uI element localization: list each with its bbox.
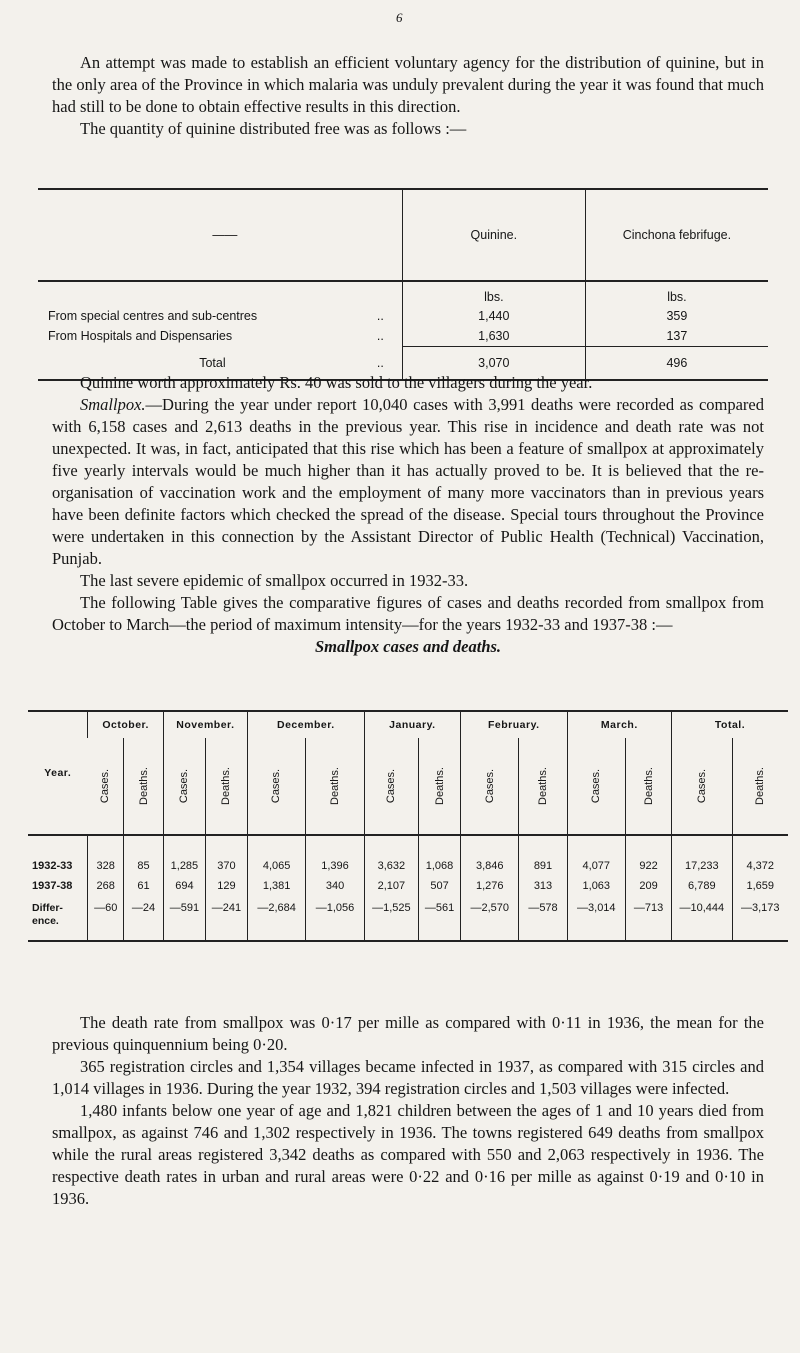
paragraph-quinine-agency: An attempt was made to establish an efficient voluntary agency for the distribution of quinine, but in the only area of the Province in which malaria was unduly prevalent during the year it was found that much had still to be done to obtain effective results in this direction. <box>52 53 764 116</box>
month-header: February. <box>461 711 568 738</box>
paragraph-death-rate: The death rate from smallpox was 0·17 per mille as compared with 0·11 in 1936, the mean for the previous quinquennium being 0·20. <box>52 1013 764 1054</box>
deaths-label: Deaths. <box>433 767 446 805</box>
paragraph-quinine-sold: Quinine worth approximately Rs. 40 was sold to the villagers during the year. <box>80 373 593 392</box>
cases-label: Cases. <box>99 768 112 804</box>
paragraph-last-epidemic: The last severe epidemic of smallpox occurred in 1932-33. <box>80 571 469 590</box>
year-cell: Differ-ence. <box>28 896 88 941</box>
quinine-header: Quinine. <box>402 189 585 281</box>
month-header: January. <box>364 711 460 738</box>
blank-header: —— <box>38 189 402 281</box>
deaths-label: Deaths. <box>137 767 150 805</box>
unit-cinchona: lbs. <box>585 281 768 306</box>
paragraph-infant-deaths: 1,480 infants below one year of age and 1,821 children between the ages of 1 and 10 years died from smallpox, as against 746 and 1,302 respectively in 1936. The towns registered 649 deaths from smallpox while the rural areas registered 3,342 deaths as compared with 550 and 2,063 respectively in 1936. The respective death rates in urban and rural areas were 0·22 and 0·16 per mille as against 0·19 and 0·10 in 1936. <box>52 1101 764 1208</box>
cases-label: Cases. <box>483 768 496 804</box>
unit-quinine: lbs. <box>402 281 585 306</box>
table-row: Differ-ence. —60 —24 —591 —241 —2,684 —1,056 —1,525 —561 —2,570 —578 —3,014 —713 —10,444 —3,173 <box>28 896 788 941</box>
leader-dots: .. <box>376 355 384 370</box>
unit-row <box>38 281 768 306</box>
cases-label: Cases. <box>385 768 398 804</box>
deaths-label: Deaths. <box>329 767 342 805</box>
leader-dots: .. <box>376 309 384 323</box>
table-row <box>38 326 768 347</box>
subheader-row <box>28 738 788 835</box>
cases-label: Cases. <box>270 768 283 804</box>
month-header: Total. <box>672 711 788 738</box>
smallpox-table <box>28 710 788 942</box>
table-row: 1937-38 268 61 694 129 1,381 340 2,107 507 1,276 313 1,063 209 6,789 1,659 <box>28 876 788 896</box>
row-label: From Hospitals and Dispensaries <box>48 329 233 344</box>
intro-text <box>52 52 764 140</box>
year-cell: 1937-38 <box>32 880 73 892</box>
table-caption: Smallpox cases and deaths. <box>314 637 502 656</box>
paragraph-table-intro: The following Table gives the comparative figures of cases and deaths recorded from smallpox from October to March—the period of maximum intensity—for the years 1932-33 and 1937-38 :— <box>52 593 764 634</box>
cases-label: Cases. <box>178 768 191 804</box>
quinine-value: 1,630 <box>402 326 585 347</box>
total-quinine: 3,070 <box>402 347 585 381</box>
deaths-label: Deaths. <box>754 767 767 805</box>
deaths-label: Deaths. <box>536 767 549 805</box>
total-cinchona: 496 <box>585 347 768 381</box>
month-header: October. <box>88 711 163 738</box>
cases-label: Cases. <box>695 768 708 804</box>
month-header: March. <box>567 711 672 738</box>
year-cell: 1932-33 <box>32 860 73 872</box>
table-row: 1932-33 328 85 1,285 370 4,065 1,396 3,632 1,068 3,846 891 4,077 922 17,233 4,372 <box>28 856 788 876</box>
cinchona-value: 137 <box>585 326 768 347</box>
deaths-label: Deaths. <box>220 767 233 805</box>
year-header: Year. <box>28 711 88 835</box>
quinine-table-header <box>38 189 768 281</box>
month-header-row <box>28 711 788 738</box>
closing-text <box>52 1012 764 1210</box>
paragraph-registration-circles: 365 registration circles and 1,354 villages became infected in 1937, as compared with 315 circles and 1,014 villages in 1936. During the year 1932, 394 registration circles and 1,503 villages were infected. <box>52 1057 764 1098</box>
paragraph-smallpox: Smallpox.—During the year under report 10,040 cases with 3,991 deaths were recorded as compared with 6,158 cases and 2,613 deaths in the previous year. This rise in incidence and death rate was not unexpected. It was, in fact, anticipated that this rise which has been a feature of smallpox at approximately five yearly intervals would be much higher than it has actually proved to be. It is believed that the re-organisation of vaccination work and the employment of many more vaccinators than in previous years have been definite factors which checked the spread of the disease. Special tours throughout the Province were undertaken in this connection by the Assistant Director of Public Health (Technical) Vaccination, Punjab. <box>52 395 764 568</box>
month-header: December. <box>247 711 364 738</box>
paragraph-quinine-quantity: The quantity of quinine distributed free was as follows :— <box>80 119 467 138</box>
cinchona-header: Cinchona febrifuge. <box>585 189 768 281</box>
quinine-table <box>38 188 768 381</box>
leader-dots: .. <box>376 329 384 344</box>
smallpox-heading: Smallpox. <box>80 395 146 414</box>
total-label: Total <box>199 355 226 370</box>
deaths-label: Deaths. <box>642 767 655 805</box>
month-header: November. <box>163 711 247 738</box>
quinine-value: 1,440 <box>402 306 585 326</box>
smallpox-text <box>52 372 764 658</box>
table-row <box>38 306 768 326</box>
page-number: 6 <box>396 10 403 25</box>
row-label: From special centres and sub-centres <box>48 309 258 323</box>
cinchona-value: 359 <box>585 306 768 326</box>
cases-label: Cases. <box>590 768 603 804</box>
